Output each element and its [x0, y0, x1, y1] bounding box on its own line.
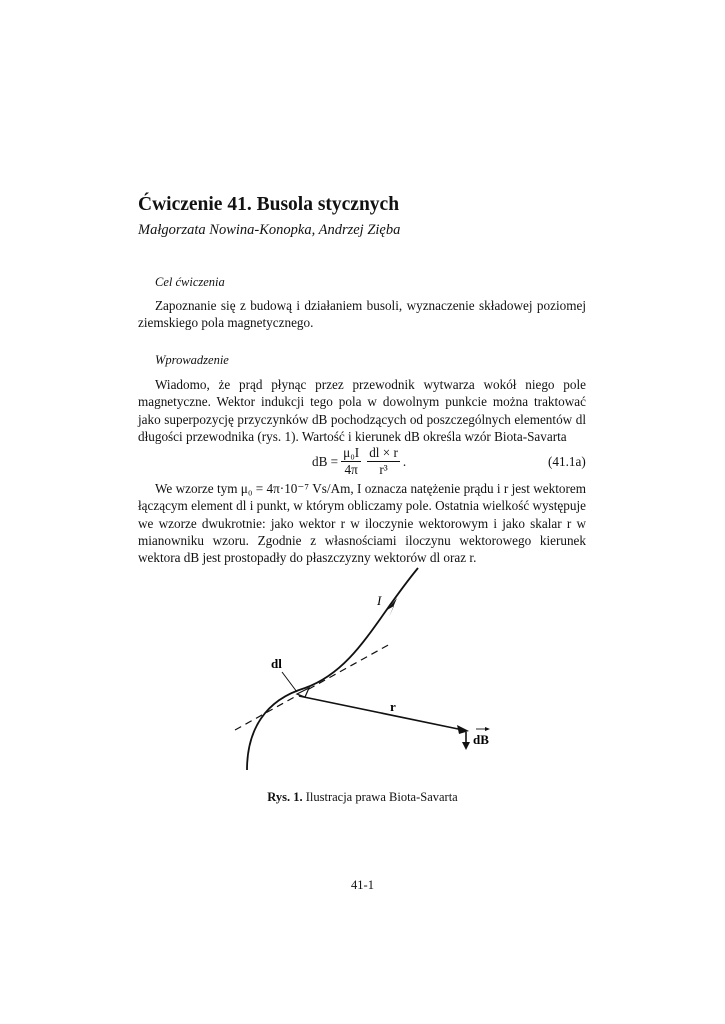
- db-arrowhead: [462, 742, 470, 750]
- equation-fraction-1: [341, 445, 361, 478]
- goal-text: Zapoznanie się z budową i działaniem busoli, wyznaczenie składowej poziomej ziemskiego pola magnetycznego.: [138, 298, 586, 331]
- equation-denominator-1: 4π: [344, 462, 358, 477]
- tangent-line: [235, 644, 390, 730]
- figure-caption: [0, 790, 725, 805]
- page-title: Ćwiczenie 41. Busola stycznych: [138, 194, 400, 215]
- db-label-overarrow-head: [485, 727, 490, 731]
- label-db: dB: [473, 732, 489, 747]
- equation-denominator-2: r³: [379, 462, 388, 477]
- page-number: 41-1: [351, 878, 374, 892]
- intro-text-2: We wzorze tym μ₀ = 4π·10⁻⁷ Vs/Am, I oznacza natężenie prądu i r jest wektorem łączącym element dl i punkt, w którym obliczamy pole. Ostatnia wielkość występuje we wzorze dwukrotnie: jako wektor r w iloczynie wektorowym i jako skalar r w mianowniku wzoru. Zgodnie z własnościami iloczynu wektorowego kierunek wektora dB jest prostopadły do płaszczyzny wektorów dl oraz r.: [138, 481, 586, 566]
- authors: Małgorzata Nowina-Konopka, Andrzej Zięba: [138, 222, 401, 238]
- equation-numerator-2: dl × r: [369, 445, 398, 460]
- label-r: r: [390, 699, 396, 714]
- caption-label: Rys. 1.: [267, 790, 303, 804]
- goal-paragraph: [138, 297, 586, 332]
- biot-savart-figure: [225, 560, 515, 775]
- equation-tail: .: [402, 453, 407, 469]
- dl-pointer: [282, 672, 297, 692]
- intro-heading: Wprowadzenie: [155, 353, 229, 367]
- equation-lhs: dB =: [312, 453, 339, 469]
- r-arrowhead: [457, 725, 469, 734]
- intro-paragraph-2: [138, 480, 586, 566]
- biot-savart-equation: [312, 445, 406, 478]
- equation-numerator-1: μ₀I: [343, 445, 360, 460]
- r-vector: [299, 696, 463, 730]
- caption-text: Ilustracja prawa Biota-Savarta: [305, 790, 458, 804]
- label-dl: dl: [271, 656, 282, 671]
- equation-fraction-2: [367, 445, 400, 478]
- intro-text-1: Wiadomo, że prąd płynąc przez przewodnik wytwarza wokół niego pole magnetyczne. Wektor indukcji tego pola w dowolnym punkcie można traktować jako superpozycję przyczynków dB pochodzących od poszczególnych elementów dl długości przewodnika (rys. 1). Wartość i kierunek dB określa wzór Biota-Savarta: [138, 377, 586, 444]
- goal-heading: Cel ćwiczenia: [155, 275, 225, 289]
- label-current: I: [377, 593, 382, 608]
- equation-number: (41.1a): [548, 454, 586, 469]
- intro-paragraph-1: [138, 376, 586, 445]
